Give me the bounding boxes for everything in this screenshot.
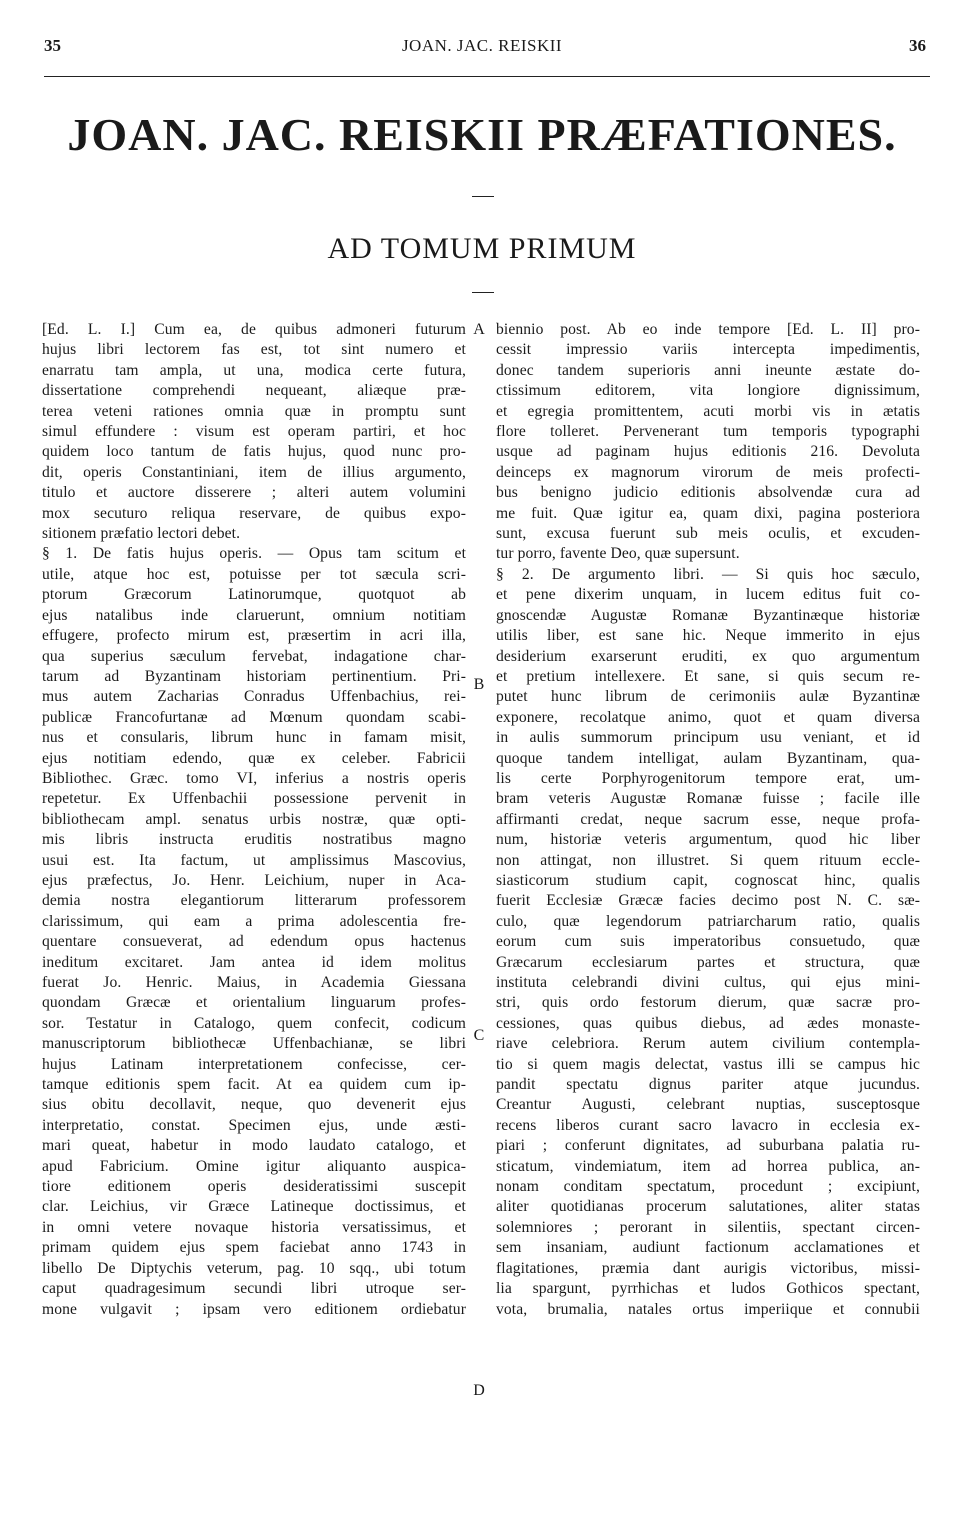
- text-line: bus benigno judicio editionis absolvendæ cura ad: [496, 484, 920, 502]
- text-line: ineditum excitaret. Jam antea id idem molitus: [42, 953, 466, 971]
- text-line: desiderium exarserunt eruditi, ex quo argumentum: [496, 647, 920, 665]
- text-line: tur porro, favente Deo, quæ supersunt.: [496, 545, 740, 563]
- text-line: sor. Testatur in Catalogo, quem confecit, codicum: [42, 1014, 466, 1032]
- right-text-column: [496, 320, 920, 1320]
- text-line: me fuit. Quæ igitur ea, quam dixi, pagina posteriora: [496, 504, 920, 522]
- text-line: titulo et auctore disserere ; alteri autem volumini: [42, 484, 466, 502]
- text-line: apud Fabricium. Omine igitur aliquanto auspica-: [42, 1157, 466, 1175]
- text-line: repetetur. Ex Uffenbachii possessione pervenit in: [42, 790, 466, 808]
- text-line: simul effundere : visum est operam partiri, et hoc: [42, 423, 466, 441]
- text-line: clarissimum, qui eam a prima adolescentia fre-: [42, 912, 466, 930]
- page-title: JOAN. JAC. REISKII PRÆFATIONES.: [67, 109, 897, 160]
- text-line: fuerit Ecclesiæ Græcæ facies decimo post N. C. sæ-: [496, 892, 920, 910]
- subtitle-separator-rule: [472, 292, 494, 293]
- text-line: dit, operis Constantiniani, item de illius argumento,: [42, 463, 466, 481]
- text-line: interpretatio, constat. Specimen ejus, unde æsti-: [42, 1116, 466, 1134]
- text-line: quoque tandem intelligat, aulam Byzantinam, qua-: [496, 749, 920, 767]
- page-number-left: 35: [44, 36, 61, 55]
- text-line: demia nostra elegantiorum litterarum professorem: [42, 892, 466, 910]
- text-line: quentare consueverat, ad edendum opus hactenus: [42, 933, 466, 951]
- text-line: bibliothecam ampl. senatus urbis nostræ, quæ opti-: [42, 810, 466, 828]
- text-line: ejus natalibus inde claruerunt, omnium notitiam: [42, 606, 466, 624]
- text-line: piari ; conferunt dignitates, ad suburbana palatia ru-: [496, 1137, 920, 1155]
- text-line: sem insaniam, audiunt factionum acclamationes et: [496, 1239, 920, 1257]
- text-line: ejus præfectus, Jo. Henr. Leichium, nuper in Aca-: [42, 871, 466, 889]
- text-line: ejus notitiam edendo, quæ ex celeber. Fabricii: [42, 749, 466, 767]
- text-line: Græcarum ecclesiarum partes et structura, quæ: [496, 953, 920, 971]
- text-line: hujus Latinam interpretationem confecisse, cer-: [42, 1055, 466, 1073]
- text-line: sius obitu decollavit, neque, quo devenerit ejus: [42, 1096, 466, 1114]
- text-line: quondam Græcæ et orientalium linguarum profes-: [42, 994, 466, 1012]
- text-line: deinceps ex magnorum virorum de meis profecti-: [496, 463, 920, 481]
- text-line: terea veteni rationes omnia quæ in promptu sunt: [42, 402, 466, 420]
- text-line: tiore editionem operis desideratissimi suscepit: [42, 1178, 466, 1196]
- text-line: mari queat, habetur in modo laudato catalogo, et: [42, 1137, 466, 1155]
- text-line: effugere, profecto mirum est, præsertim in acri illa,: [42, 627, 466, 645]
- text-line: ctissimum editorem, vita longiore dignissimum,: [496, 382, 920, 400]
- margin-letter-b: B: [473, 676, 485, 693]
- margin-letter-c: C: [473, 1027, 485, 1044]
- text-line: flore tolleret. Pervenerant tum temporis typographi: [496, 423, 920, 441]
- text-line: bram veteris Augustæ Romanæ fuisse ; facile ille: [496, 790, 920, 808]
- margin-letter-d: D: [473, 1382, 485, 1399]
- text-line: putet hunc librum de cerimoniis aulæ Byzantinæ: [496, 688, 920, 706]
- text-line: gnoscendæ Augustæ Romanæ Byzantinæque historiæ: [496, 606, 920, 624]
- text-line: non attingat, non illustret. Si quem rituum eccle-: [496, 851, 920, 869]
- text-line: lis certe Porphyrogenitorum tempore erat, um-: [496, 769, 920, 787]
- running-title: JOAN. JAC. REISKII: [401, 36, 563, 55]
- text-line: utile, atque hoc est, potuisse per tot sæcula scri-: [42, 565, 466, 583]
- text-line: stri, quis ordo festorum dierum, quæ sacræ pro-: [496, 994, 920, 1012]
- text-line: et egregia promittentem, acuti morbi vis in ætatis: [496, 402, 920, 420]
- text-line: vota, brumalia, natales ortus imperiique et connubii: [496, 1300, 920, 1318]
- text-line: sunt, excusa fuerunt sub meis oculis, et excuden-: [496, 525, 920, 543]
- text-line: § 2. De argumento libri. — Si quis hoc sæculo,: [496, 565, 920, 583]
- text-line: [Ed. L. I.] Cum ea, de quibus admoneri futurum: [42, 321, 466, 338]
- text-line: ptorum Græcorum Latinorumque, quotquot ab: [42, 586, 466, 604]
- text-line: mone vulgavit ; ipsam vero editionem ordiebatur: [42, 1300, 466, 1318]
- margin-letter-a: A: [473, 321, 485, 338]
- text-line: riave celebriora. Rerum autem civilium contempla-: [496, 1035, 920, 1053]
- text-line: instituta celebrandi divini cultus, qui ejus mini-: [496, 974, 920, 991]
- text-line: sitionem præfatio lectori debet.: [42, 525, 241, 543]
- text-line: mis libris instructa eruditis nostratibus magno: [42, 831, 466, 849]
- text-line: libello De Diptychis veterum, pag. 10 sqq., ubi totum: [42, 1259, 466, 1277]
- text-line: enarratu tam ampla, ut una, modica certe futura,: [42, 361, 466, 379]
- text-line: cessit impressio variis intercepta impedimentis,: [496, 341, 920, 359]
- text-line: hujus libri lectorem fas est, tot sint numero et: [42, 341, 466, 359]
- page-number-right: 36: [909, 36, 926, 55]
- text-line: exponere, recolatque animo, quot et quam diversa: [496, 708, 920, 726]
- text-line: utilis liber, est sane hic. Neque immerito in ejus: [496, 627, 920, 645]
- text-line: nus et consularis, librum hunc in famam misit,: [42, 729, 466, 747]
- text-line: cessiones, quas quibus diebus, ad ædes monaste-: [496, 1014, 920, 1032]
- text-line: biennio post. Ab eo inde tempore [Ed. L. II] pro-: [496, 321, 920, 338]
- text-line: caput quadragesimum secundi libri utroque ser-: [42, 1280, 466, 1298]
- text-line: tarum ad Byzantinam historiam pertinentium. Pri-: [42, 667, 466, 685]
- text-line: in omni vetere novaque historia versatissimus, et: [42, 1218, 466, 1236]
- text-line: usui est. Ita factum, ut amplissimus Mascovius,: [42, 851, 466, 869]
- text-line: qua superius sæculum fervebat, indagatione char-: [42, 647, 466, 665]
- text-line: siasticorum studium capit, cognoscat hinc, qualis: [496, 871, 920, 889]
- running-head: [0, 36, 964, 60]
- text-line: fuerat Jo. Henric. Maius, in Academia Giessana: [42, 974, 466, 991]
- text-line: lia spargunt, pyrrhichas et ludos Gothicos spectant,: [496, 1280, 920, 1298]
- text-line: mus autem Zacharias Conradus Uffenbachius, rei-: [42, 688, 466, 706]
- text-line: quidem loco tantum de fatis hujus, quod nunc pro-: [42, 443, 466, 461]
- header-rule: [44, 76, 930, 77]
- text-line: primam quidem ejus spem faciebat anno 1743 in: [42, 1239, 466, 1257]
- text-line: manuscriptorum bibliothecæ Uffenbachianæ, se libri: [42, 1035, 466, 1053]
- text-line: usque ad paginam hujus editionis 216. Devoluta: [496, 443, 920, 461]
- section-subtitle: AD TOMUM PRIMUM: [327, 232, 637, 265]
- left-text-column: [42, 320, 466, 1320]
- text-line: tamque editionis spem facit. At ea quidem cum ip-: [42, 1076, 466, 1094]
- text-line: recens liberos curant sacro lavacro in ecclesia ex-: [496, 1116, 920, 1134]
- text-line: eorum cum suis imperatoribus consuetudo, quæ: [496, 933, 920, 951]
- text-line: culo, quæ legendorum patriarcharum ratio, qualis: [496, 912, 920, 930]
- text-line: Creantur Augusti, celebrant nuptias, susceptosque: [496, 1096, 920, 1114]
- text-line: clar. Leichius, vir Græce Latineque doctissimus, et: [42, 1198, 466, 1216]
- text-line: pandit spectatu dignus pariter atque jucundus.: [496, 1076, 920, 1094]
- text-line: nonam conditam spectatum, procedunt ; excipiunt,: [496, 1178, 920, 1196]
- text-line: dissertatione comprehendi nequeant, aliæque præ-: [42, 382, 466, 400]
- text-line: donec tandem superioris anni ineunte æstate do-: [496, 361, 920, 379]
- text-line: et pretium intellexere. Et sane, si quis secum re-: [496, 667, 920, 685]
- text-line: publicæ Francofurtanæ ad Mœnum quondam scabi-: [42, 708, 466, 726]
- text-line: in aulis summorum principum usu veniant, et id: [496, 729, 920, 747]
- text-line: sticatum, vindemiatum, item ad horrea publica, an-: [496, 1157, 920, 1175]
- text-line: Bibliothec. Græc. tomo VI, inferius a nostris operis: [42, 769, 466, 787]
- text-line: § 1. De fatis hujus operis. — Opus tam scitum et: [42, 545, 466, 563]
- title-separator-rule: [472, 196, 494, 197]
- text-line: num, historiæ veteris argumentum, quod hic liber: [496, 831, 920, 849]
- text-line: aliter quotidianas procerum salutationes, aliter statas: [496, 1198, 920, 1216]
- text-line: tio si quem magis delectat, vastus illi se campus hic: [496, 1055, 920, 1073]
- text-line: et pene dixerim unquam, in lucem editus fuit co-: [496, 586, 920, 604]
- text-line: flagitationes, præmia dant aurigis victoribus, missi-: [496, 1259, 920, 1277]
- text-line: solemniores ; perorant in silentiis, spectant circen-: [496, 1218, 920, 1236]
- text-line: affirmanti credat, neque sacrum esse, neque profa-: [496, 810, 920, 828]
- text-line: mox secuturo reliqua reservare, de quibus expo-: [42, 504, 466, 522]
